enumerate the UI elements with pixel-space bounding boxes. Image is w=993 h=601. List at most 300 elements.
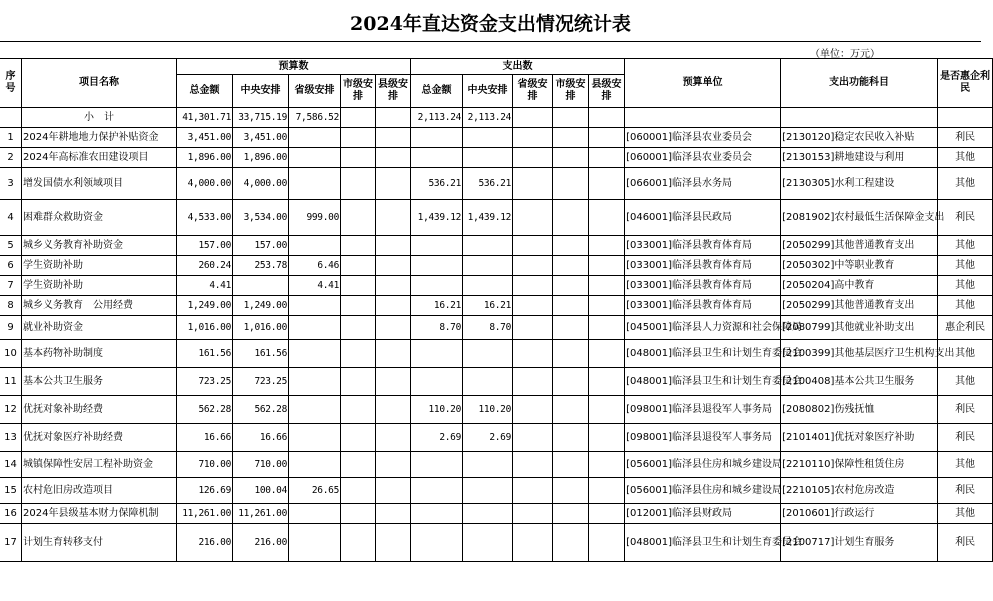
row-seq: 15 [0, 478, 22, 504]
row-benefit: 其他 [938, 452, 993, 478]
row-spend-total [411, 148, 463, 168]
row-budget-province [289, 368, 341, 396]
table-row [0, 316, 993, 340]
row-budget-central: 1,249.00 [233, 296, 289, 316]
row-budget-total: 4.41 [177, 276, 233, 296]
row-spend-total [411, 524, 463, 562]
row-spend-city [553, 368, 589, 396]
row-spend-county [589, 128, 625, 148]
row-spend-city [553, 296, 589, 316]
row-spend-total [411, 236, 463, 256]
row-seq: 4 [0, 200, 22, 236]
subtotal-spend-county [589, 108, 625, 128]
row-spend-province [513, 296, 553, 316]
row-spend-central [463, 236, 513, 256]
row-function-subject: [2130305]水利工程建设 [781, 168, 938, 200]
row-seq: 14 [0, 452, 22, 478]
row-budget-province [289, 424, 341, 452]
header-spend-province: 省级安排 [513, 75, 553, 108]
row-project-name: 增发国债水利领域项目 [22, 168, 177, 200]
row-spend-total [411, 276, 463, 296]
row-spend-province [513, 452, 553, 478]
row-seq: 7 [0, 276, 22, 296]
row-budget-city [341, 148, 376, 168]
row-spend-total [411, 256, 463, 276]
table-row [0, 148, 993, 168]
header-budget-group: 预算数 [177, 59, 411, 75]
table-row [0, 168, 993, 200]
header-spend-group: 支出数 [411, 59, 625, 75]
table-row [0, 524, 993, 562]
row-spend-city [553, 396, 589, 424]
row-benefit: 其他 [938, 504, 993, 524]
row-project-name: 城乡义务教育 公用经费 [22, 296, 177, 316]
row-budget-province: 6.46 [289, 256, 341, 276]
row-spend-county [589, 396, 625, 424]
row-spend-central [463, 368, 513, 396]
row-spend-central [463, 524, 513, 562]
row-benefit: 其他 [938, 296, 993, 316]
subtotal-benefit [938, 108, 993, 128]
row-spend-county [589, 368, 625, 396]
row-project-name: 城镇保障性安居工程补助资金 [22, 452, 177, 478]
row-spend-county [589, 236, 625, 256]
header-seq: 序号 [0, 59, 22, 108]
row-budget-central: 100.04 [233, 478, 289, 504]
row-project-name: 基本公共卫生服务 [22, 368, 177, 396]
row-spend-central [463, 148, 513, 168]
row-budget-central: 216.00 [233, 524, 289, 562]
row-spend-county [589, 200, 625, 236]
row-spend-city [553, 452, 589, 478]
header-spend-city: 市级安排 [553, 75, 589, 108]
subtotal-unit [625, 108, 781, 128]
row-project-name: 2024年耕地地力保护补贴资金 [22, 128, 177, 148]
row-project-name: 学生资助补助 [22, 276, 177, 296]
row-budget-county [376, 452, 411, 478]
row-budget-county [376, 524, 411, 562]
row-spend-province [513, 396, 553, 424]
row-benefit: 利民 [938, 200, 993, 236]
row-function-subject: [2050204]高中教育 [781, 276, 938, 296]
row-spend-central [463, 276, 513, 296]
spending-table [0, 58, 993, 562]
row-budget-unit: [033001]临泽县教育体育局 [625, 256, 781, 276]
row-project-name: 学生资助补助 [22, 256, 177, 276]
row-spend-province [513, 478, 553, 504]
row-seq: 13 [0, 424, 22, 452]
row-budget-province [289, 236, 341, 256]
row-budget-county [376, 148, 411, 168]
row-benefit: 利民 [938, 524, 993, 562]
row-budget-central: 4,000.00 [233, 168, 289, 200]
row-spend-county [589, 504, 625, 524]
row-spend-city [553, 148, 589, 168]
row-budget-central: 161.56 [233, 340, 289, 368]
row-benefit: 利民 [938, 128, 993, 148]
row-budget-province [289, 168, 341, 200]
header-budget-province: 省级安排 [289, 75, 341, 108]
row-spend-city [553, 478, 589, 504]
row-budget-total: 161.56 [177, 340, 233, 368]
row-budget-central: 723.25 [233, 368, 289, 396]
row-budget-province: 999.00 [289, 200, 341, 236]
row-spend-city [553, 524, 589, 562]
table-row [0, 504, 993, 524]
row-function-subject: [2101401]优抚对象医疗补助 [781, 424, 938, 452]
row-function-subject: [2081902]农村最低生活保障金支出 [781, 200, 938, 236]
row-budget-province [289, 524, 341, 562]
row-spend-city [553, 200, 589, 236]
row-spend-central: 16.21 [463, 296, 513, 316]
row-budget-total: 126.69 [177, 478, 233, 504]
row-budget-city [341, 424, 376, 452]
table-row [0, 452, 993, 478]
row-project-name: 基本药物补助制度 [22, 340, 177, 368]
subtotal-budget-central: 33,715.19 [233, 108, 289, 128]
subtotal-spend-city [553, 108, 589, 128]
row-budget-province [289, 396, 341, 424]
row-budget-county [376, 504, 411, 524]
row-budget-unit: [056001]临泽县住房和城乡建设局 [625, 452, 781, 478]
row-budget-county [376, 236, 411, 256]
row-spend-city [553, 256, 589, 276]
page-title: 2024年直达资金支出情况统计表 [350, 13, 631, 35]
row-budget-county [376, 316, 411, 340]
row-budget-unit: [033001]临泽县教育体育局 [625, 296, 781, 316]
row-benefit: 其他 [938, 368, 993, 396]
header-budget-city: 市级安排 [341, 75, 376, 108]
row-project-name: 2024年县级基本财力保障机制 [22, 504, 177, 524]
subtotal-row [0, 108, 993, 128]
row-budget-total: 710.00 [177, 452, 233, 478]
row-benefit: 其他 [938, 236, 993, 256]
row-function-subject: [2050302]中等职业教育 [781, 256, 938, 276]
row-spend-city [553, 340, 589, 368]
row-spend-county [589, 316, 625, 340]
row-seq: 16 [0, 504, 22, 524]
row-budget-unit: [033001]临泽县教育体育局 [625, 276, 781, 296]
row-budget-total: 1,896.00 [177, 148, 233, 168]
row-budget-total: 260.24 [177, 256, 233, 276]
row-spend-province [513, 148, 553, 168]
row-budget-county [376, 256, 411, 276]
header-spend-total: 总金额 [411, 75, 463, 108]
row-project-name: 城乡义务教育补助资金 [22, 236, 177, 256]
subtotal-spend-total: 2,113.24 [411, 108, 463, 128]
row-budget-unit: [046001]临泽县民政局 [625, 200, 781, 236]
row-benefit: 其他 [938, 340, 993, 368]
row-benefit: 利民 [938, 478, 993, 504]
row-spend-total [411, 478, 463, 504]
table-row [0, 368, 993, 396]
row-budget-central: 3,451.00 [233, 128, 289, 148]
row-spend-city [553, 168, 589, 200]
row-spend-province [513, 504, 553, 524]
row-spend-county [589, 340, 625, 368]
table-row [0, 256, 993, 276]
row-budget-city [341, 524, 376, 562]
row-spend-central: 536.21 [463, 168, 513, 200]
row-benefit: 利民 [938, 396, 993, 424]
row-budget-county [376, 276, 411, 296]
row-spend-central [463, 128, 513, 148]
row-budget-total: 216.00 [177, 524, 233, 562]
row-budget-unit: [012001]临泽县财政局 [625, 504, 781, 524]
row-spend-province [513, 340, 553, 368]
row-budget-county [376, 168, 411, 200]
row-function-subject: [2050299]其他普通教育支出 [781, 236, 938, 256]
row-budget-total: 4,533.00 [177, 200, 233, 236]
row-spend-city [553, 128, 589, 148]
row-function-subject: [2050299]其他普通教育支出 [781, 296, 938, 316]
row-budget-county [376, 340, 411, 368]
row-spend-central: 8.70 [463, 316, 513, 340]
subtotal-budget-province: 7,586.52 [289, 108, 341, 128]
row-function-subject: [2210105]农村危房改造 [781, 478, 938, 504]
row-budget-city [341, 276, 376, 296]
row-function-subject: [2130120]稳定农民收入补贴 [781, 128, 938, 148]
header-budget-county: 县级安排 [376, 75, 411, 108]
row-benefit: 其他 [938, 168, 993, 200]
top-divider [0, 41, 981, 42]
row-budget-total: 1,016.00 [177, 316, 233, 340]
row-spend-central: 2.69 [463, 424, 513, 452]
row-budget-total: 1,249.00 [177, 296, 233, 316]
row-spend-county [589, 256, 625, 276]
row-function-subject: [2210110]保障性租赁住房 [781, 452, 938, 478]
row-budget-county [376, 368, 411, 396]
row-spend-central [463, 452, 513, 478]
row-budget-county [376, 200, 411, 236]
header-project: 项目名称 [22, 59, 177, 108]
row-function-subject: [2100399]其他基层医疗卫生机构支出 [781, 340, 938, 368]
row-budget-city [341, 236, 376, 256]
row-spend-city [553, 236, 589, 256]
row-spend-county [589, 452, 625, 478]
row-seq: 2 [0, 148, 22, 168]
header-unit: 预算单位 [625, 59, 781, 108]
row-seq: 3 [0, 168, 22, 200]
row-budget-province [289, 296, 341, 316]
row-function-subject: [2010601]行政运行 [781, 504, 938, 524]
row-budget-total: 16.66 [177, 424, 233, 452]
row-seq: 1 [0, 128, 22, 148]
row-function-subject: [2080799]其他就业补助支出 [781, 316, 938, 340]
row-budget-unit: [048001]临泽县卫生和计划生育委员会 [625, 368, 781, 396]
row-budget-county [376, 396, 411, 424]
row-spend-county [589, 478, 625, 504]
row-spend-city [553, 316, 589, 340]
row-budget-unit: [045001]临泽县人力资源和社会保障局 [625, 316, 781, 340]
row-function-subject: [2100408]基本公共卫生服务 [781, 368, 938, 396]
row-spend-province [513, 128, 553, 148]
row-budget-province [289, 148, 341, 168]
row-budget-province [289, 316, 341, 340]
row-spend-total: 8.70 [411, 316, 463, 340]
row-budget-unit: [098001]临泽县退役军人事务局 [625, 424, 781, 452]
row-budget-central: 253.78 [233, 256, 289, 276]
subtotal-spend-province [513, 108, 553, 128]
row-seq: 10 [0, 340, 22, 368]
table-row [0, 396, 993, 424]
row-benefit: 其他 [938, 276, 993, 296]
row-project-name: 计划生育转移支付 [22, 524, 177, 562]
row-budget-central: 710.00 [233, 452, 289, 478]
table-row [0, 200, 993, 236]
row-spend-county [589, 168, 625, 200]
row-budget-province: 4.41 [289, 276, 341, 296]
header-budget-central: 中央安排 [233, 75, 289, 108]
row-benefit: 其他 [938, 256, 993, 276]
row-spend-province [513, 236, 553, 256]
row-seq: 6 [0, 256, 22, 276]
row-spend-central [463, 504, 513, 524]
row-spend-province [513, 368, 553, 396]
row-budget-unit: [098001]临泽县退役军人事务局 [625, 396, 781, 424]
row-budget-province [289, 128, 341, 148]
row-spend-total [411, 340, 463, 368]
row-benefit: 其他 [938, 148, 993, 168]
table-row [0, 296, 993, 316]
row-spend-city [553, 504, 589, 524]
row-budget-unit: [060001]临泽县农业委员会 [625, 148, 781, 168]
row-budget-city [341, 368, 376, 396]
row-spend-county [589, 524, 625, 562]
row-benefit: 惠企利民 [938, 316, 993, 340]
row-spend-province [513, 424, 553, 452]
row-spend-total: 16.21 [411, 296, 463, 316]
row-budget-unit: [033001]临泽县教育体育局 [625, 236, 781, 256]
subtotal-budget-county [376, 108, 411, 128]
row-budget-total: 723.25 [177, 368, 233, 396]
row-spend-total: 110.20 [411, 396, 463, 424]
row-project-name: 优抚对象医疗补助经费 [22, 424, 177, 452]
row-budget-city [341, 296, 376, 316]
row-project-name: 农村危旧房改造项目 [22, 478, 177, 504]
row-project-name: 就业补助资金 [22, 316, 177, 340]
row-spend-county [589, 296, 625, 316]
row-project-name: 困难群众救助资金 [22, 200, 177, 236]
row-budget-unit: [048001]临泽县卫生和计划生育委员会 [625, 524, 781, 562]
row-spend-total: 1,439.12 [411, 200, 463, 236]
header-budget-total: 总金额 [177, 75, 233, 108]
header-spend-central: 中央安排 [463, 75, 513, 108]
row-seq: 11 [0, 368, 22, 396]
row-spend-province [513, 200, 553, 236]
row-budget-central: 562.28 [233, 396, 289, 424]
header-spend-county: 县级安排 [589, 75, 625, 108]
subtotal-subject [781, 108, 938, 128]
row-budget-county [376, 478, 411, 504]
row-seq: 5 [0, 236, 22, 256]
row-spend-central: 110.20 [463, 396, 513, 424]
row-budget-total: 157.00 [177, 236, 233, 256]
subtotal-seq-cell [0, 108, 22, 128]
row-budget-city [341, 200, 376, 236]
row-budget-central: 1,896.00 [233, 148, 289, 168]
table-row [0, 340, 993, 368]
row-spend-county [589, 148, 625, 168]
table-row [0, 276, 993, 296]
table-row [0, 424, 993, 452]
row-spend-total [411, 504, 463, 524]
row-spend-province [513, 168, 553, 200]
row-budget-province: 26.65 [289, 478, 341, 504]
row-spend-province [513, 256, 553, 276]
row-budget-total: 3,451.00 [177, 128, 233, 148]
row-budget-city [341, 128, 376, 148]
row-seq: 8 [0, 296, 22, 316]
table-row [0, 478, 993, 504]
row-budget-city [341, 316, 376, 340]
row-function-subject: [2130153]耕地建设与利用 [781, 148, 938, 168]
row-spend-central: 1,439.12 [463, 200, 513, 236]
row-budget-unit: [066001]临泽县水务局 [625, 168, 781, 200]
row-function-subject: [2080802]伤残抚恤 [781, 396, 938, 424]
row-spend-central [463, 478, 513, 504]
row-spend-central [463, 256, 513, 276]
row-spend-county [589, 424, 625, 452]
row-spend-province [513, 316, 553, 340]
row-spend-total: 536.21 [411, 168, 463, 200]
row-budget-county [376, 128, 411, 148]
row-project-name: 2024年高标准农田建设项目 [22, 148, 177, 168]
unit-note: （单位：万元） [810, 49, 880, 60]
row-seq: 9 [0, 316, 22, 340]
row-budget-unit: [060001]临泽县农业委员会 [625, 128, 781, 148]
subtotal-budget-total: 41,301.71 [177, 108, 233, 128]
row-budget-central: 11,261.00 [233, 504, 289, 524]
row-budget-county [376, 296, 411, 316]
row-spend-total [411, 452, 463, 478]
row-seq: 12 [0, 396, 22, 424]
row-spend-city [553, 276, 589, 296]
row-benefit: 利民 [938, 424, 993, 452]
row-budget-city [341, 396, 376, 424]
header-subject: 支出功能科目 [781, 59, 938, 108]
subtotal-spend-central: 2,113.24 [463, 108, 513, 128]
row-budget-city [341, 452, 376, 478]
row-spend-total: 2.69 [411, 424, 463, 452]
row-project-name: 优抚对象补助经费 [22, 396, 177, 424]
subtotal-budget-city [341, 108, 376, 128]
row-budget-unit: [056001]临泽县住房和城乡建设局 [625, 478, 781, 504]
row-spend-total [411, 128, 463, 148]
row-budget-central: 16.66 [233, 424, 289, 452]
row-budget-city [341, 340, 376, 368]
subtotal-label: 小 计 [22, 108, 177, 128]
table-row [0, 128, 993, 148]
row-budget-county [376, 424, 411, 452]
row-spend-province [513, 524, 553, 562]
row-seq: 17 [0, 524, 22, 562]
row-budget-province [289, 504, 341, 524]
row-budget-city [341, 478, 376, 504]
row-budget-central: 157.00 [233, 236, 289, 256]
row-budget-city [341, 256, 376, 276]
header-benefit: 是否惠企利民 [938, 59, 993, 108]
row-budget-city [341, 168, 376, 200]
row-spend-province [513, 276, 553, 296]
table-row [0, 236, 993, 256]
row-spend-total [411, 368, 463, 396]
row-spend-city [553, 424, 589, 452]
row-spend-central [463, 340, 513, 368]
row-budget-total: 4,000.00 [177, 168, 233, 200]
row-spend-county [589, 276, 625, 296]
row-budget-province [289, 452, 341, 478]
